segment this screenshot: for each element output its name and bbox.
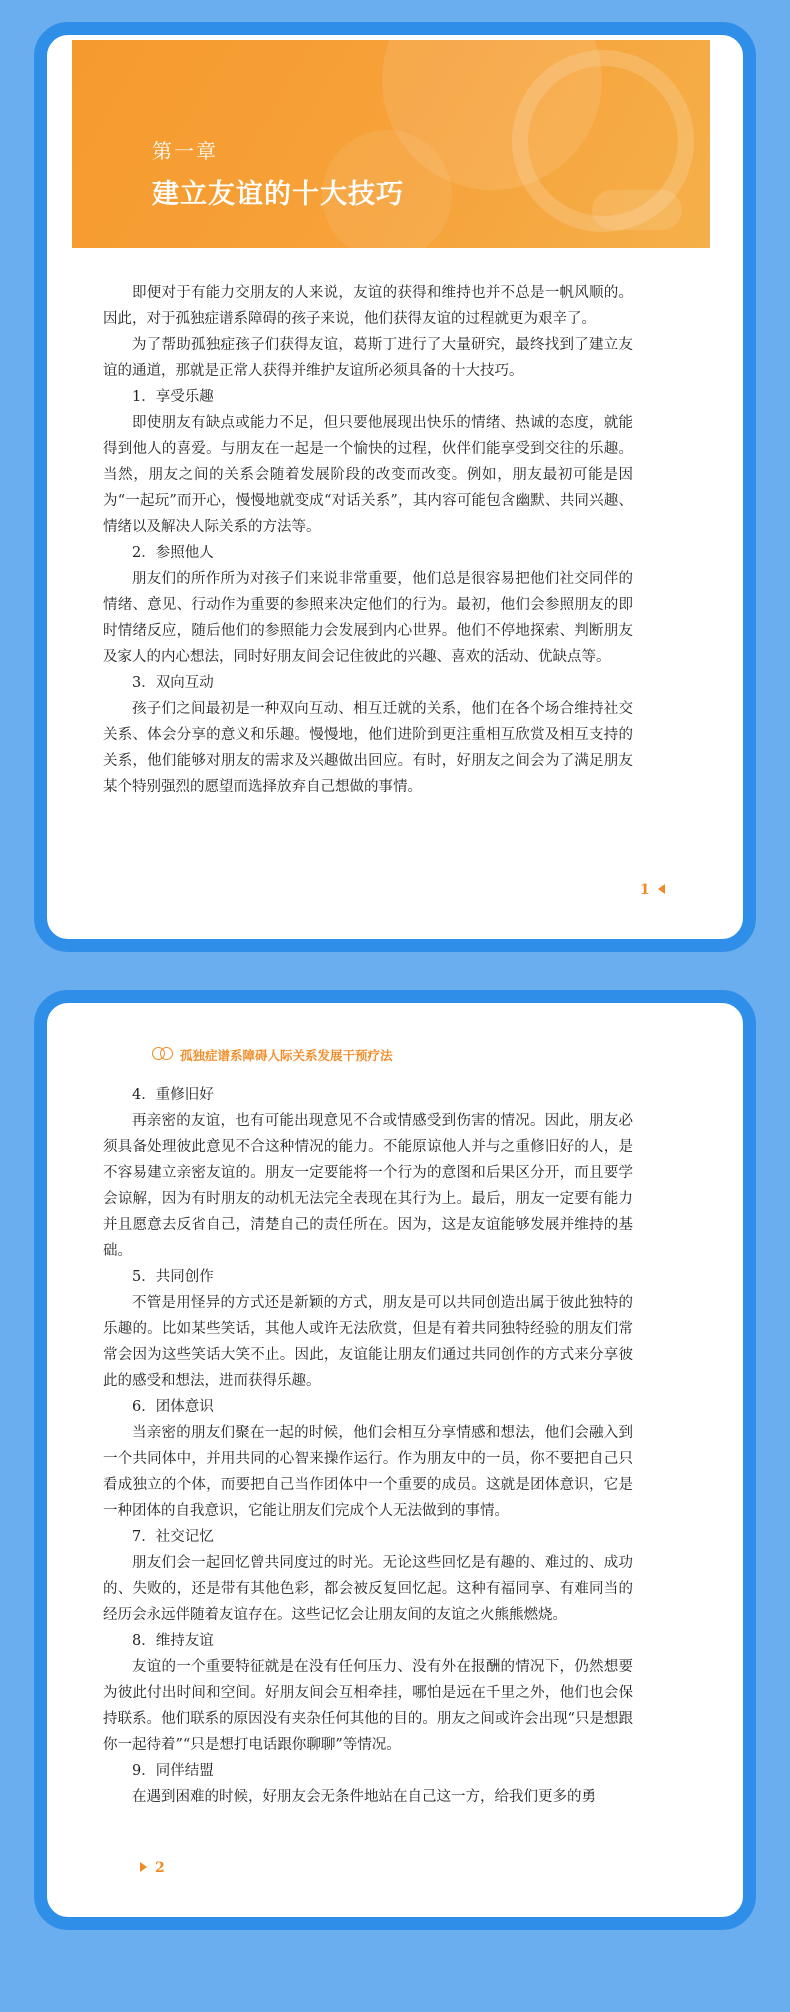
paragraph: 友谊的一个重要特征就是在没有任何压力、没有外在报酬的情况下，仍然想要为彼此付出时间和空间。好朋友间会互相牵挂，哪怕是远在千里之外，他们也会保持联系。他们联系的原因没有夹杂任何其他的目的。朋友之间或许会出现“只是想跟你一起待着”“只是想打电话跟你聊聊”等情况。 [103,1659,633,1753]
paragraph: 当亲密的朋友们聚在一起的时候，他们会相互分享情感和想法，他们会融入到一个共同体中，并用共同的心智来操作运行。作为朋友中的一员，你不要把自己只看成独立的个体，而要把自己当作团体中一个重要的成员。这就是团体意识，它是一种团体的自我意识，它能让朋友们完成个人无法做到的事情。 [103,1425,633,1519]
page-2-body [103,1082,633,1810]
section-heading: 9．同伴结盟 [132,1763,214,1779]
chapter-title: 建立友谊的十大技巧 [152,179,404,210]
page-number-2: 2 [140,1860,165,1876]
section-heading: 8．维持友谊 [132,1633,214,1649]
paragraph: 即便对于有能力交朋友的人来说，友谊的获得和维持也并不总是一帆风顺的。因此，对于孤独症谱系障碍的孩子来说，他们获得友谊的过程就更为艰辛了。 [103,285,633,327]
paragraph: 朋友们的所作所为对孩子们来说非常重要，他们总是很容易把他们社交同伴的情绪、意见、行动作为重要的参照来决定他们的行为。最初，他们会参照朋友的即时情绪反应，随后他们的参照能力会发展到内心世界。他们不停地探索、判断朋友及家人的内心想法，同时好朋友间会记住彼此的兴趣、喜欢的活动、优缺点等。 [103,571,633,665]
paragraph: 再亲密的友谊，也有可能出现意见不合或情感受到伤害的情况。因此，朋友必须具备处理彼此意见不合这种情况的能力。不能原谅他人并与之重修旧好的人，是不容易建立亲密友谊的。朋友一定要能将一个行为的意图和后果区分开，而且要学会谅解，因为有时朋友的动机无法完全表现在其行为上。最后，朋友一定要有能力并且愿意去反省自己，清楚自己的责任所在。因为，这是友谊能够发展并维持的基础。 [103,1113,633,1259]
running-head: 孤独症谱系障碍人际关系发展干预疗法 [180,1048,393,1063]
running-head-icon [152,1047,182,1061]
paragraph: 不管是用怪异的方式还是新颖的方式，朋友是可以共同创造出属于彼此独特的乐趣的。比如某些笑话，其他人或许无法欣赏，但是有着共同独特经验的朋友们常常会因为这些笑话大笑不止。因此，友谊能让朋友们通过共同创作的方式来分享彼此的感受和想法，进而获得乐趣。 [103,1295,633,1389]
page-marker-icon [140,1862,147,1872]
chapter-label: 第一章 [152,139,218,163]
page-marker-icon [658,884,665,894]
section-heading: 7．社交记忆 [132,1529,214,1545]
paragraph: 在遇到困难的时候，好朋友会无条件地站在自己这一方，给我们更多的勇 [132,1789,596,1805]
paragraph: 朋友们会一起回忆曾共同度过的时光。无论这些回忆是有趣的、难过的、成功的、失败的，还是带有其他色彩，都会被反复回忆起。这种有福同享、有难同当的经历会永远伴随着友谊存在。这些记忆会让朋友间的友谊之火熊熊燃烧。 [103,1555,633,1623]
section-heading: 6．团体意识 [132,1399,214,1415]
section-heading: 4．重修旧好 [132,1087,214,1103]
section-heading: 5．共同创作 [132,1269,214,1285]
chapter-banner [72,40,710,248]
section-heading: 1．享受乐趣 [132,389,214,405]
page-number-1: 1 [640,882,665,898]
paragraph: 孩子们之间最初是一种双向互动、相互迁就的关系，他们在各个场合维持社交关系、体会分享的意义和乐趣。慢慢地，他们进阶到更注重相互欣赏及相互支持的关系，他们能够对朋友的需求及兴趣做出回应。有时，好朋友之间会为了满足朋友某个特别强烈的愿望而选择放弃自己想做的事情。 [103,701,633,795]
page-1-body [103,280,633,800]
paragraph: 为了帮助孤独症孩子们获得友谊，葛斯丁进行了大量研究，最终找到了建立友谊的通道，那就是正常人获得并维护友谊所必须具备的十大技巧。 [103,337,633,379]
section-heading: 3．双向互动 [132,675,214,691]
section-heading: 2．参照他人 [132,545,214,561]
paragraph: 即使朋友有缺点或能力不足，但只要他展现出快乐的情绪、热诚的态度，就能得到他人的喜爱。与朋友在一起是一个愉快的过程，伙伴们能享受到交往的乐趣。当然，朋友之间的关系会随着发展阶段的改变而改变。例如，朋友最初可能是因为“一起玩”而开心，慢慢地就变成“对话关系”，其内容可能包含幽默、共同兴趣、情绪以及解决人际关系的方法等。 [103,415,633,535]
